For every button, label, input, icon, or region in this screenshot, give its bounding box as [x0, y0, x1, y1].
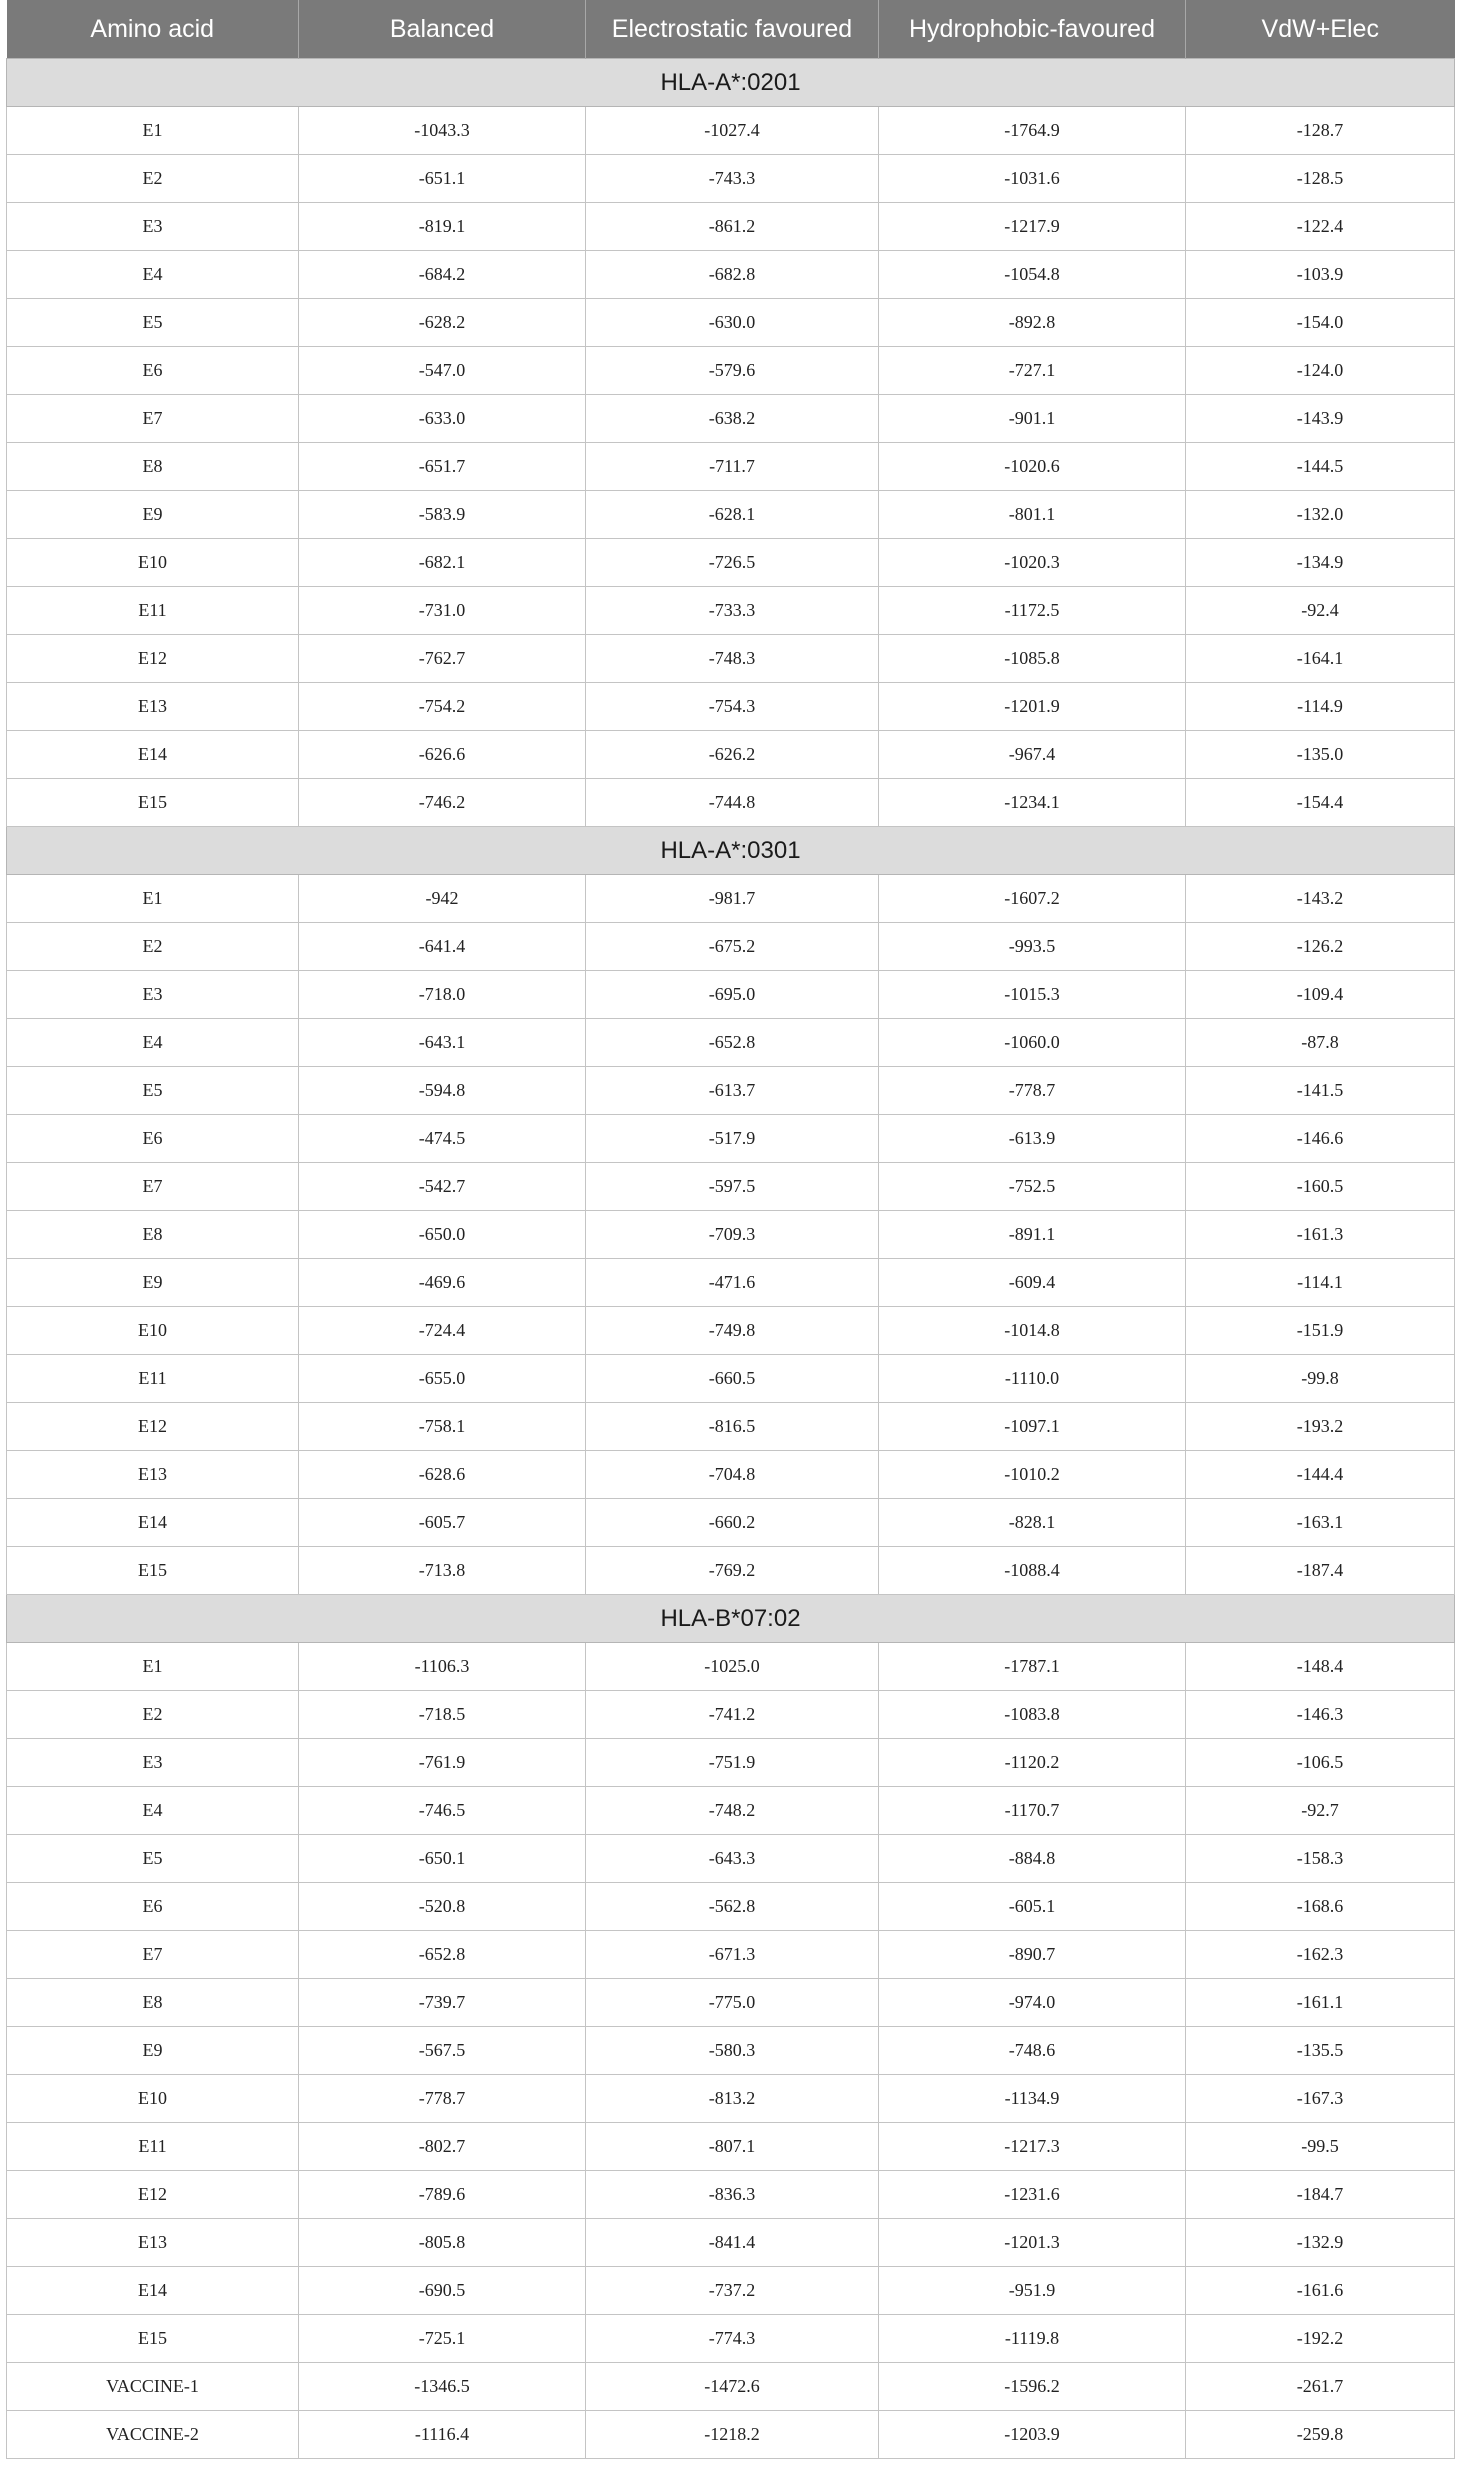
table-cell: -724.4 — [299, 1307, 586, 1355]
table-row — [7, 1547, 1455, 1595]
table-cell: -259.8 — [1186, 2411, 1455, 2459]
table-row — [7, 299, 1455, 347]
table-cell: -690.5 — [299, 2267, 586, 2315]
table-row — [7, 395, 1455, 443]
table-cell: -1088.4 — [879, 1547, 1186, 1595]
table-cell: -1217.3 — [879, 2123, 1186, 2171]
table-row — [7, 1499, 1455, 1547]
table-cell: -99.8 — [1186, 1355, 1455, 1403]
table-cell: -1787.1 — [879, 1643, 1186, 1691]
table-cell: -942 — [299, 875, 586, 923]
table-cell: E7 — [7, 1931, 299, 1979]
table-cell: -638.2 — [586, 395, 879, 443]
table-cell: -741.2 — [586, 1691, 879, 1739]
table-cell: E10 — [7, 2075, 299, 2123]
table-cell: -162.3 — [1186, 1931, 1455, 1979]
table-cell: -682.8 — [586, 251, 879, 299]
table-cell: E4 — [7, 1019, 299, 1067]
table-cell: E3 — [7, 203, 299, 251]
header-electrostatic-favoured: Electrostatic favoured — [586, 0, 879, 59]
table-cell: -132.0 — [1186, 491, 1455, 539]
table-cell: E7 — [7, 395, 299, 443]
table-row — [7, 1883, 1455, 1931]
table-cell: -752.5 — [879, 1163, 1186, 1211]
header-amino-acid: Amino acid — [7, 0, 299, 59]
table-cell: -630.0 — [586, 299, 879, 347]
table-cell: -643.1 — [299, 1019, 586, 1067]
table-cell: -1201.3 — [879, 2219, 1186, 2267]
table-row — [7, 203, 1455, 251]
table-cell: E6 — [7, 1115, 299, 1163]
table-cell: -547.0 — [299, 347, 586, 395]
table-row — [7, 1355, 1455, 1403]
table-cell: -1217.9 — [879, 203, 1186, 251]
table-cell: -695.0 — [586, 971, 879, 1019]
table-cell: -583.9 — [299, 491, 586, 539]
table-cell: -748.3 — [586, 635, 879, 683]
table-row — [7, 1115, 1455, 1163]
table-cell: -633.0 — [299, 395, 586, 443]
table-cell: -146.6 — [1186, 1115, 1455, 1163]
table-cell: -148.4 — [1186, 1643, 1455, 1691]
table-cell: E13 — [7, 1451, 299, 1499]
table-cell: E9 — [7, 491, 299, 539]
table-cell: -1134.9 — [879, 2075, 1186, 2123]
table-row — [7, 2027, 1455, 2075]
table-cell: -807.1 — [586, 2123, 879, 2171]
table-cell: E3 — [7, 1739, 299, 1787]
table-cell: -1234.1 — [879, 779, 1186, 827]
table-cell: E1 — [7, 107, 299, 155]
table-cell: E1 — [7, 1643, 299, 1691]
table-row — [7, 491, 1455, 539]
table-cell: -1020.3 — [879, 539, 1186, 587]
table-cell: -1043.3 — [299, 107, 586, 155]
table-cell: -135.5 — [1186, 2027, 1455, 2075]
table-row — [7, 347, 1455, 395]
table-cell: -1172.5 — [879, 587, 1186, 635]
table-cell: -711.7 — [586, 443, 879, 491]
table-row — [7, 155, 1455, 203]
table-cell: -184.7 — [1186, 2171, 1455, 2219]
table-cell: -92.7 — [1186, 1787, 1455, 1835]
table-cell: -762.7 — [299, 635, 586, 683]
group-header-row — [7, 827, 1455, 875]
table-row — [7, 1163, 1455, 1211]
table-cell: -704.8 — [586, 1451, 879, 1499]
table-cell: E5 — [7, 1067, 299, 1115]
table-cell: -731.0 — [299, 587, 586, 635]
table-row — [7, 1643, 1455, 1691]
table-cell: -192.2 — [1186, 2315, 1455, 2363]
table-cell: -128.5 — [1186, 155, 1455, 203]
table-cell: E11 — [7, 1355, 299, 1403]
group-header-row — [7, 1595, 1455, 1643]
table-cell: -789.6 — [299, 2171, 586, 2219]
table-row — [7, 1067, 1455, 1115]
table-cell: -597.5 — [586, 1163, 879, 1211]
table-cell: -775.0 — [586, 1979, 879, 2027]
table-cell: -682.1 — [299, 539, 586, 587]
table-cell: -163.1 — [1186, 1499, 1455, 1547]
table-cell: E15 — [7, 2315, 299, 2363]
group-label: HLA-A*:0301 — [7, 827, 1455, 875]
table-cell: -660.2 — [586, 1499, 879, 1547]
table-cell: -114.9 — [1186, 683, 1455, 731]
table-cell: -132.9 — [1186, 2219, 1455, 2267]
table-cell: -884.8 — [879, 1835, 1186, 1883]
table-cell: -651.7 — [299, 443, 586, 491]
table-cell: -605.1 — [879, 1883, 1186, 1931]
table-row — [7, 539, 1455, 587]
table-cell: -167.3 — [1186, 2075, 1455, 2123]
table-cell: E8 — [7, 1979, 299, 2027]
table-cell: -841.4 — [586, 2219, 879, 2267]
table-cell: -813.2 — [586, 2075, 879, 2123]
table-row — [7, 443, 1455, 491]
table-cell: -739.7 — [299, 1979, 586, 2027]
table-cell: -609.4 — [879, 1259, 1186, 1307]
table-cell: -106.5 — [1186, 1739, 1455, 1787]
table-cell: -1203.9 — [879, 2411, 1186, 2459]
table-row — [7, 1019, 1455, 1067]
table-cell: -754.2 — [299, 683, 586, 731]
table-cell: -135.0 — [1186, 731, 1455, 779]
table-cell: -1231.6 — [879, 2171, 1186, 2219]
table-cell: -126.2 — [1186, 923, 1455, 971]
table-cell: -684.2 — [299, 251, 586, 299]
table-cell: -146.3 — [1186, 1691, 1455, 1739]
table-cell: -158.3 — [1186, 1835, 1455, 1883]
table-cell: -718.5 — [299, 1691, 586, 1739]
table-cell: -1106.3 — [299, 1643, 586, 1691]
table-cell: -709.3 — [586, 1211, 879, 1259]
table-row — [7, 1835, 1455, 1883]
table-cell: -733.3 — [586, 587, 879, 635]
table-cell: -890.7 — [879, 1931, 1186, 1979]
table-cell: E8 — [7, 1211, 299, 1259]
table-cell: E12 — [7, 2171, 299, 2219]
table-cell: -542.7 — [299, 1163, 586, 1211]
table-row — [7, 2171, 1455, 2219]
table-cell: -751.9 — [586, 1739, 879, 1787]
table-cell: -1116.4 — [299, 2411, 586, 2459]
table-cell: E8 — [7, 443, 299, 491]
table-cell: -628.1 — [586, 491, 879, 539]
table-cell: -122.4 — [1186, 203, 1455, 251]
table-cell: -641.4 — [299, 923, 586, 971]
table-cell: E10 — [7, 1307, 299, 1355]
header-row — [7, 0, 1455, 59]
group-header-row — [7, 59, 1455, 107]
table-cell: -144.4 — [1186, 1451, 1455, 1499]
table-cell: -128.7 — [1186, 107, 1455, 155]
table-cell: -613.9 — [879, 1115, 1186, 1163]
table-cell: -778.7 — [879, 1067, 1186, 1115]
table-row — [7, 731, 1455, 779]
table-cell: -161.6 — [1186, 2267, 1455, 2315]
table-cell: -1201.9 — [879, 683, 1186, 731]
table-cell: E15 — [7, 779, 299, 827]
table-row — [7, 1307, 1455, 1355]
table-cell: -1025.0 — [586, 1643, 879, 1691]
table-row — [7, 635, 1455, 683]
table-cell: E14 — [7, 731, 299, 779]
group-label: HLA-B*07:02 — [7, 1595, 1455, 1643]
table-cell: -143.9 — [1186, 395, 1455, 443]
table-cell: -650.1 — [299, 1835, 586, 1883]
table-cell: -626.6 — [299, 731, 586, 779]
table-row — [7, 1451, 1455, 1499]
table-row — [7, 2219, 1455, 2267]
table-cell: -124.0 — [1186, 347, 1455, 395]
header-hydrophobic-favoured: Hydrophobic-favoured — [879, 0, 1186, 59]
table-cell: -1060.0 — [879, 1019, 1186, 1067]
table-cell: -967.4 — [879, 731, 1186, 779]
table-cell: -746.2 — [299, 779, 586, 827]
table-cell: -161.3 — [1186, 1211, 1455, 1259]
table-cell: -579.6 — [586, 347, 879, 395]
table-cell: -613.7 — [586, 1067, 879, 1115]
table-row — [7, 2363, 1455, 2411]
table-cell: -671.3 — [586, 1931, 879, 1979]
table-cell: -580.3 — [586, 2027, 879, 2075]
table-cell: -261.7 — [1186, 2363, 1455, 2411]
table-cell: -655.0 — [299, 1355, 586, 1403]
table-cell: -160.5 — [1186, 1163, 1455, 1211]
table-cell: -154.4 — [1186, 779, 1455, 827]
table-row — [7, 779, 1455, 827]
table-cell: -469.6 — [299, 1259, 586, 1307]
table-cell: -675.2 — [586, 923, 879, 971]
table-row — [7, 2315, 1455, 2363]
table-row — [7, 2123, 1455, 2171]
table-row — [7, 587, 1455, 635]
table-cell: -951.9 — [879, 2267, 1186, 2315]
table-cell: -718.0 — [299, 971, 586, 1019]
table-cell: -643.3 — [586, 1835, 879, 1883]
table-cell: -151.9 — [1186, 1307, 1455, 1355]
table-cell: -746.5 — [299, 1787, 586, 1835]
table-cell: -651.1 — [299, 155, 586, 203]
table-cell: -161.1 — [1186, 1979, 1455, 2027]
table-cell: E3 — [7, 971, 299, 1019]
table-cell: E5 — [7, 1835, 299, 1883]
table-cell: -164.1 — [1186, 635, 1455, 683]
table-cell: E10 — [7, 539, 299, 587]
table-cell: -87.8 — [1186, 1019, 1455, 1067]
table-cell: -134.9 — [1186, 539, 1455, 587]
table-cell: E9 — [7, 1259, 299, 1307]
table-cell: -187.4 — [1186, 1547, 1455, 1595]
table-cell: -141.5 — [1186, 1067, 1455, 1115]
table-cell: -1031.6 — [879, 155, 1186, 203]
table-cell: E13 — [7, 2219, 299, 2267]
table-row — [7, 1979, 1455, 2027]
table-cell: -1085.8 — [879, 635, 1186, 683]
table-cell: E9 — [7, 2027, 299, 2075]
table-cell: -168.6 — [1186, 1883, 1455, 1931]
table-row — [7, 2267, 1455, 2315]
table-cell: -861.2 — [586, 203, 879, 251]
table-cell: -594.8 — [299, 1067, 586, 1115]
table-cell: E6 — [7, 1883, 299, 1931]
table-cell: E14 — [7, 2267, 299, 2315]
table-cell: -761.9 — [299, 1739, 586, 1787]
table-cell: -1596.2 — [879, 2363, 1186, 2411]
header-vdw-elec: VdW+Elec — [1186, 0, 1455, 59]
table-cell: -974.0 — [879, 1979, 1186, 2027]
table-cell: -474.5 — [299, 1115, 586, 1163]
table-cell: -517.9 — [586, 1115, 879, 1163]
table-cell: -748.2 — [586, 1787, 879, 1835]
table-cell: -713.8 — [299, 1547, 586, 1595]
table-header — [7, 0, 1455, 59]
table-cell: -892.8 — [879, 299, 1186, 347]
table-cell: E15 — [7, 1547, 299, 1595]
table-row — [7, 1211, 1455, 1259]
table-cell: VACCINE-1 — [7, 2363, 299, 2411]
table-cell: E4 — [7, 1787, 299, 1835]
table-cell: -1083.8 — [879, 1691, 1186, 1739]
table-cell: -744.8 — [586, 779, 879, 827]
table-cell: -748.6 — [879, 2027, 1186, 2075]
table-cell: -1607.2 — [879, 875, 1186, 923]
table-cell: -154.0 — [1186, 299, 1455, 347]
table-cell: -1097.1 — [879, 1403, 1186, 1451]
table-cell: E5 — [7, 299, 299, 347]
table-cell: -758.1 — [299, 1403, 586, 1451]
table-cell: -1346.5 — [299, 2363, 586, 2411]
table-cell: -774.3 — [586, 2315, 879, 2363]
table-cell: E12 — [7, 635, 299, 683]
table-row — [7, 1931, 1455, 1979]
table-cell: -1120.2 — [879, 1739, 1186, 1787]
table-cell: -143.2 — [1186, 875, 1455, 923]
table-cell: -725.1 — [299, 2315, 586, 2363]
table-cell: E11 — [7, 587, 299, 635]
table-cell: -114.1 — [1186, 1259, 1455, 1307]
table-cell: -92.4 — [1186, 587, 1455, 635]
table-cell: -769.2 — [586, 1547, 879, 1595]
table-row — [7, 1787, 1455, 1835]
table-cell: -471.6 — [586, 1259, 879, 1307]
table-cell: E2 — [7, 923, 299, 971]
table-cell: -727.1 — [879, 347, 1186, 395]
table-cell: E2 — [7, 1691, 299, 1739]
table-cell: -981.7 — [586, 875, 879, 923]
table-cell: -605.7 — [299, 1499, 586, 1547]
table-row — [7, 923, 1455, 971]
table-cell: -652.8 — [586, 1019, 879, 1067]
table-cell: E12 — [7, 1403, 299, 1451]
table-cell: E7 — [7, 1163, 299, 1211]
table-cell: -626.2 — [586, 731, 879, 779]
table-cell: E1 — [7, 875, 299, 923]
table-cell: -652.8 — [299, 1931, 586, 1979]
table-cell: -993.5 — [879, 923, 1186, 971]
table-cell: -1170.7 — [879, 1787, 1186, 1835]
table-row — [7, 1259, 1455, 1307]
table-cell: -562.8 — [586, 1883, 879, 1931]
table-cell: -816.5 — [586, 1403, 879, 1451]
table-cell: -749.8 — [586, 1307, 879, 1355]
table-cell: -103.9 — [1186, 251, 1455, 299]
docking-energy-table — [6, 0, 1455, 2459]
table-cell: -802.7 — [299, 2123, 586, 2171]
table-cell: -109.4 — [1186, 971, 1455, 1019]
table-cell: E2 — [7, 155, 299, 203]
table-cell: -743.3 — [586, 155, 879, 203]
table-cell: -660.5 — [586, 1355, 879, 1403]
table-cell: -144.5 — [1186, 443, 1455, 491]
table-cell: -628.2 — [299, 299, 586, 347]
table-cell: -520.8 — [299, 1883, 586, 1931]
table-cell: -737.2 — [586, 2267, 879, 2315]
table-cell: -836.3 — [586, 2171, 879, 2219]
table-cell: -1015.3 — [879, 971, 1186, 1019]
table-cell: -754.3 — [586, 683, 879, 731]
table-cell: -567.5 — [299, 2027, 586, 2075]
table-cell: -1764.9 — [879, 107, 1186, 155]
table-cell: -99.5 — [1186, 2123, 1455, 2171]
table-cell: -1010.2 — [879, 1451, 1186, 1499]
table-cell: -891.1 — [879, 1211, 1186, 1259]
table-row — [7, 1739, 1455, 1787]
group-label: HLA-A*:0201 — [7, 59, 1455, 107]
table-row — [7, 875, 1455, 923]
table-row — [7, 1403, 1455, 1451]
table-row — [7, 107, 1455, 155]
table-row — [7, 971, 1455, 1019]
table-row — [7, 2411, 1455, 2459]
table-cell: E4 — [7, 251, 299, 299]
table-cell: -819.1 — [299, 203, 586, 251]
table-cell: -193.2 — [1186, 1403, 1455, 1451]
table-body — [7, 59, 1455, 2459]
table-cell: -1027.4 — [586, 107, 879, 155]
table-cell: -1110.0 — [879, 1355, 1186, 1403]
table-cell: -801.1 — [879, 491, 1186, 539]
table-cell: -628.6 — [299, 1451, 586, 1499]
table-cell: E11 — [7, 2123, 299, 2171]
table-cell: -1054.8 — [879, 251, 1186, 299]
table-row — [7, 2075, 1455, 2123]
table-cell: -1472.6 — [586, 2363, 879, 2411]
table-cell: -901.1 — [879, 395, 1186, 443]
table-row — [7, 251, 1455, 299]
table-cell: E13 — [7, 683, 299, 731]
header-balanced: Balanced — [299, 0, 586, 59]
table-cell: VACCINE-2 — [7, 2411, 299, 2459]
table-cell: -805.8 — [299, 2219, 586, 2267]
table-cell: -726.5 — [586, 539, 879, 587]
table-cell: -1014.8 — [879, 1307, 1186, 1355]
table-row — [7, 683, 1455, 731]
table-cell: -1020.6 — [879, 443, 1186, 491]
table-cell: -650.0 — [299, 1211, 586, 1259]
table-cell: -778.7 — [299, 2075, 586, 2123]
table-row — [7, 1691, 1455, 1739]
table-cell: -1119.8 — [879, 2315, 1186, 2363]
table-cell: -828.1 — [879, 1499, 1186, 1547]
table-cell: -1218.2 — [586, 2411, 879, 2459]
table-cell: E14 — [7, 1499, 299, 1547]
table-cell: E6 — [7, 347, 299, 395]
